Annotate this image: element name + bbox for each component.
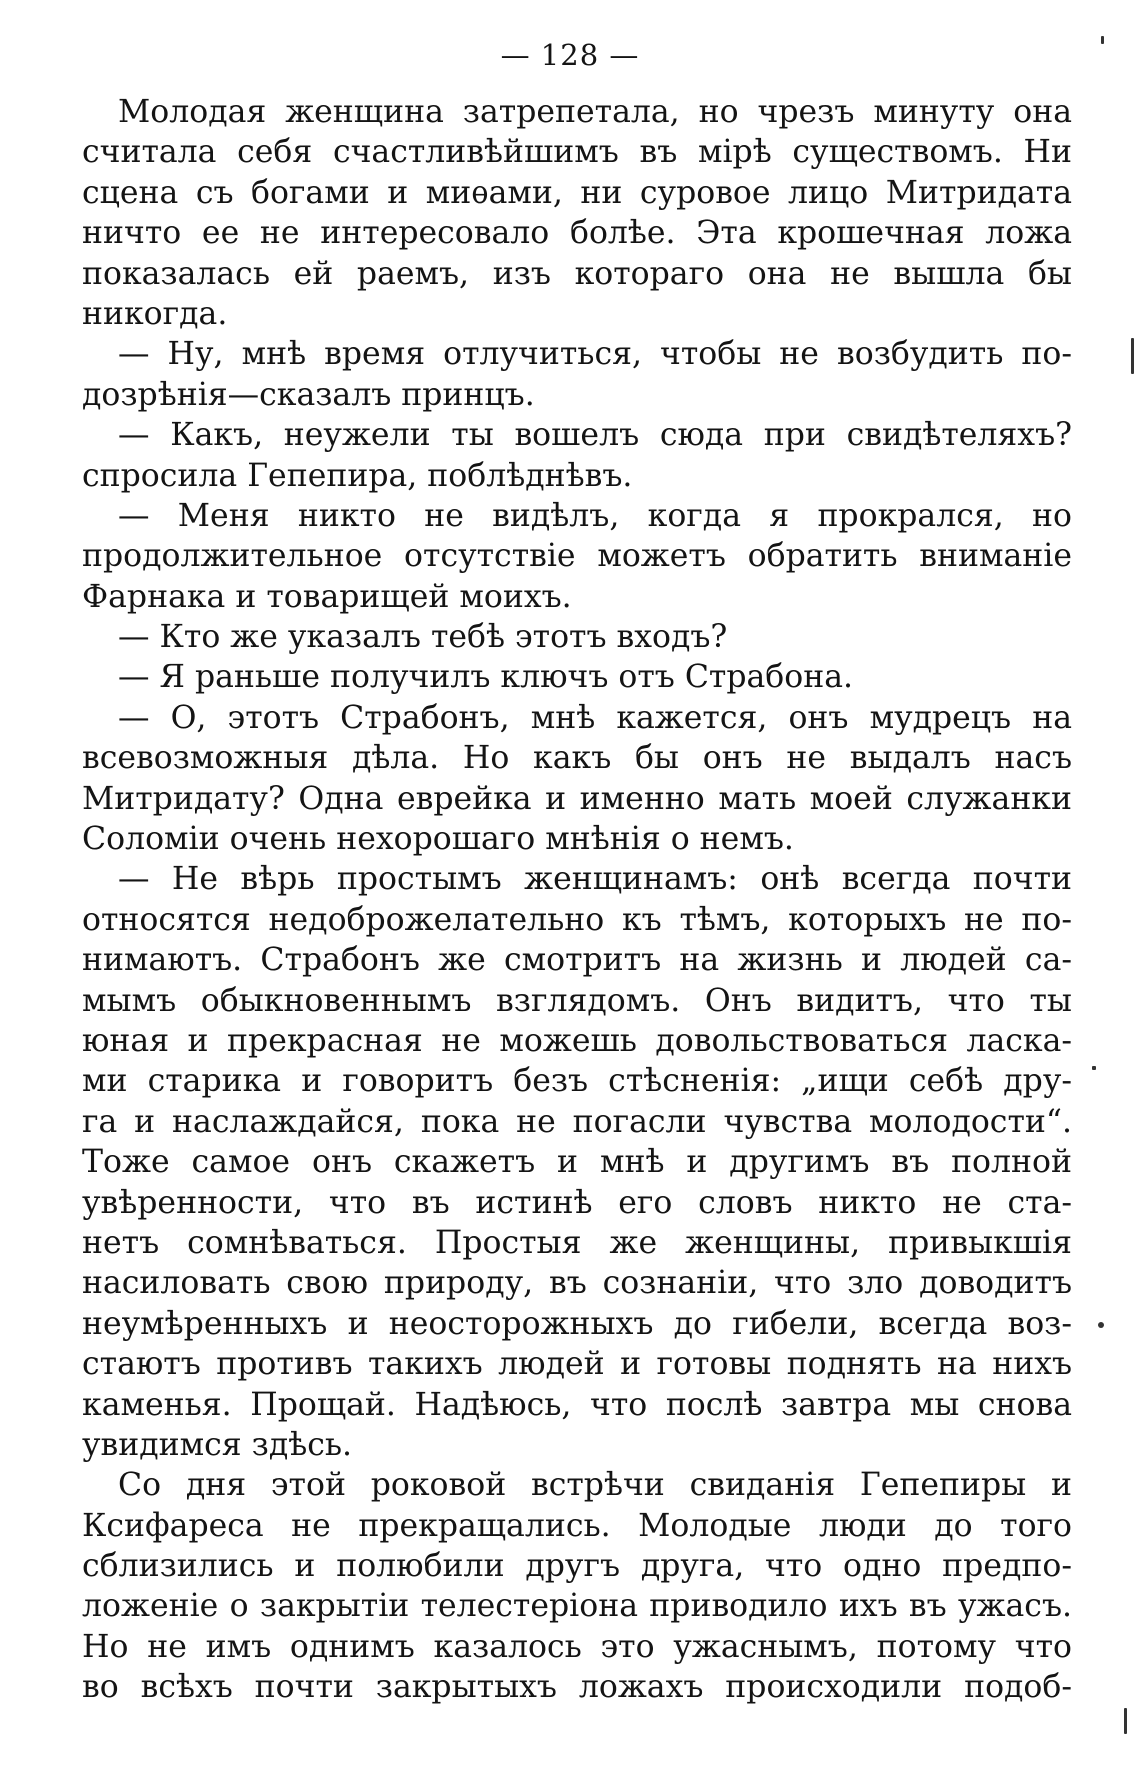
text-line: мымъ обыкновеннымъ взглядомъ. Онъ видитъ, что ты [82, 982, 1072, 1019]
text-line: никогда. [82, 295, 228, 332]
text-line: Но не имъ однимъ казалось это ужаснымъ, потому что [82, 1628, 1072, 1665]
text-line: неумѣренныхъ и неосторожныхъ до гибели, всегда воз- [82, 1305, 1072, 1342]
text-line: — Не вѣрь простымъ женщинамъ: онѣ всегда почти [118, 861, 1072, 898]
text-line: каменья. Прощай. Надѣюсь, что послѣ завтра мы снова [82, 1386, 1072, 1423]
text-line: увидимся здѣсь. [82, 1426, 353, 1463]
text-line: нетъ сомнѣваться. Простыя же женщины, привыкшія [82, 1224, 1072, 1261]
margin-mark [1101, 36, 1104, 44]
text-line: во всѣхъ почти закрытыхъ ложахъ происходили подоб- [82, 1669, 1072, 1706]
text-line: Со дня этой роковой встрѣчи свиданія Гепепиры и [118, 1467, 1072, 1504]
text-line: — Кто же указалъ тебѣ этотъ входъ? [118, 619, 728, 656]
text-line: — О, этотъ Страбонъ, мнѣ кажется, онъ мудрецъ на [118, 699, 1072, 736]
text-line: — Я раньше получилъ ключъ отъ Страбона. [118, 659, 854, 696]
text-line: Митридату? Одна еврейка и именно мать моей служанки [82, 780, 1072, 817]
text-line: Соломіи очень нехорошаго мнѣнія о немъ. [82, 821, 794, 858]
text-line: юная и прекрасная не можешь довольствоваться ласка- [82, 1022, 1072, 1059]
text-line: Фарнака и товарищей моихъ. [82, 578, 572, 615]
text-line: нимаютъ. Страбонъ же смотритъ на жизнь и людей са- [82, 942, 1072, 979]
text-line: — Меня никто не видѣлъ, когда я прокрался, но [118, 497, 1072, 534]
text-line: ничто ее не интересовало болѣе. Эта крошечная ложа [82, 215, 1072, 252]
text-line: — Ну, мнѣ время отлучиться, чтобы не возбудить по- [118, 336, 1072, 373]
page-number: — 128 — [500, 38, 640, 72]
text-line: Молодая женщина затрепетала, но чрезъ минуту она [118, 94, 1072, 130]
text-line: сблизились и полюбили другъ друга, что одно предпо- [82, 1548, 1072, 1585]
text-line: увѣренности, что въ истинѣ его словъ никто не ста- [82, 1184, 1072, 1221]
text-line: дозрѣнія—сказалъ принцъ. [82, 376, 535, 413]
text-line: всевозможныя дѣла. Но какъ бы онъ не выдалъ насъ [82, 740, 1072, 777]
text-line: га и наслаждайся, пока не погасли чувства молодости“. [82, 1103, 1072, 1140]
text-line: спросила Гепепира, поблѣднѣвъ. [82, 457, 633, 494]
margin-mark [1098, 1322, 1104, 1328]
body-text [82, 92, 1072, 1708]
text-line: считала себя счастливѣйшимъ въ мірѣ существомъ. Ни [82, 134, 1072, 171]
text-line: Ксифареса не прекращались. Молодые люди до того [82, 1507, 1072, 1544]
text-line: Тоже самое онъ скажетъ и мнѣ и другимъ въ полной [82, 1144, 1072, 1181]
text-line: насиловать свою природу, въ сознаніи, что зло доводитъ [82, 1265, 1072, 1302]
text-line: показалась ей раемъ, изъ котораго она не вышла бы [82, 255, 1072, 292]
margin-mark [1124, 1708, 1127, 1734]
text-line: ми старика и говоритъ безъ стѣсненія: „ищи себѣ дру- [82, 1063, 1072, 1100]
text-line: сцена съ богами и миѳами, ни суровое лицо Митридата [82, 174, 1072, 211]
text-line: продолжительное отсутствіе можетъ обратить вниманіе [82, 538, 1072, 575]
margin-mark [1131, 338, 1134, 374]
margin-mark [1092, 1066, 1096, 1070]
text-line: относятся недоброжелательно къ тѣмъ, которыхъ не по- [82, 901, 1072, 938]
text-line: — Какъ, неужели ты вошелъ сюда при свидѣтеляхъ? [118, 417, 1072, 454]
text-line: стаютъ противъ такихъ людей и готовы поднять на нихъ [82, 1346, 1072, 1383]
text-line: ложеніе о закрытіи телестеріона приводило ихъ въ ужасъ. [82, 1588, 1072, 1625]
